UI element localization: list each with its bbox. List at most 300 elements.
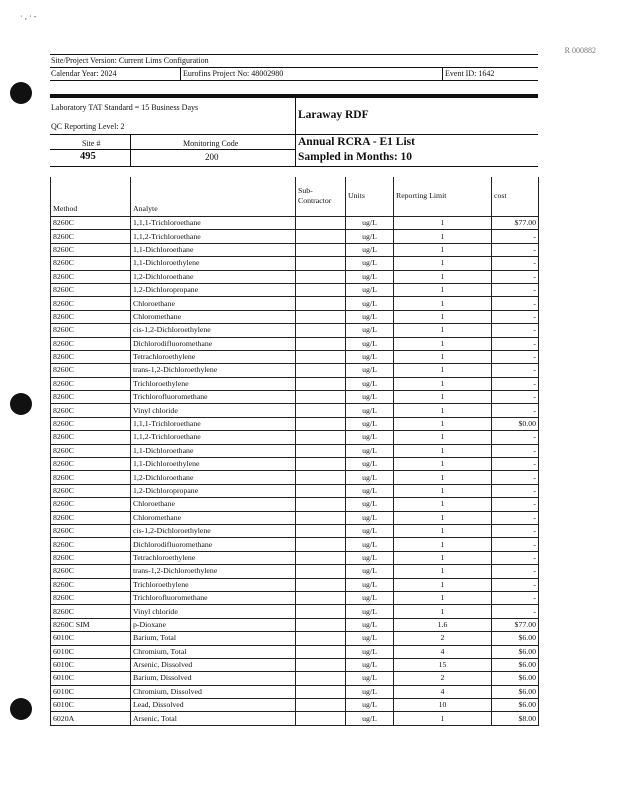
row-units: ug/L — [346, 591, 394, 604]
row-analyte: Trichloroethylene — [131, 578, 296, 591]
row-reporting-limit: 1 — [394, 431, 492, 444]
row-cost: - — [492, 404, 539, 417]
row-subcontractor — [296, 230, 346, 243]
row-analyte: Dichlorodifluoromethane — [131, 538, 296, 551]
row-units: ug/L — [346, 618, 394, 631]
row-subcontractor — [296, 243, 346, 256]
row-reporting-limit: 1 — [394, 444, 492, 457]
row-subcontractor — [296, 283, 346, 296]
table-row — [51, 618, 539, 631]
row-analyte: Barium, Dissolved — [131, 672, 296, 685]
row-method: 8260C — [51, 230, 131, 243]
table-row — [51, 391, 539, 404]
row-subcontractor — [296, 458, 346, 471]
row-analyte: Arsenic, Dissolved — [131, 658, 296, 671]
row-units: ug/L — [346, 511, 394, 524]
row-units: ug/L — [346, 658, 394, 671]
row-subcontractor — [296, 391, 346, 404]
row-method: 8260C — [51, 591, 131, 604]
row-analyte: cis-1,2-Dichloroethylene — [131, 324, 296, 337]
row-cost: - — [492, 377, 539, 390]
row-method: 8260C — [51, 578, 131, 591]
row-cost: $6.00 — [492, 685, 539, 698]
row-reporting-limit: 1 — [394, 417, 492, 430]
row-units: ug/L — [346, 391, 394, 404]
project-number: Eurofins Project No: 48002980 — [183, 69, 284, 78]
table-row — [51, 217, 539, 230]
table-row — [51, 230, 539, 243]
site-project-version: Site/Project Version: Current Lims Configuration — [51, 56, 209, 65]
row-reporting-limit: 1 — [394, 565, 492, 578]
col-subcontractor — [296, 177, 346, 217]
row-reporting-limit: 1 — [394, 458, 492, 471]
row-analyte: Trichlorofluoromethane — [131, 391, 296, 404]
row-cost: - — [492, 605, 539, 618]
row-reporting-limit: 1 — [394, 350, 492, 363]
row-cost: - — [492, 524, 539, 537]
table-row — [51, 283, 539, 296]
punch-hole-top — [10, 82, 32, 104]
row-cost: - — [492, 484, 539, 497]
row-analyte: trans-1,2-Dichloroethylene — [131, 565, 296, 578]
row-units: ug/L — [346, 632, 394, 645]
row-units: ug/L — [346, 645, 394, 658]
row-analyte: Chloroethane — [131, 297, 296, 310]
row-method: 8260C — [51, 404, 131, 417]
row-method: 8260C — [51, 417, 131, 430]
row-subcontractor — [296, 672, 346, 685]
row-cost: $6.00 — [492, 699, 539, 712]
row-method: 8260C — [51, 511, 131, 524]
row-method: 8260C — [51, 431, 131, 444]
row-subcontractor — [296, 699, 346, 712]
row-analyte: Chloromethane — [131, 511, 296, 524]
row-analyte: cis-1,2-Dichloroethylene — [131, 524, 296, 537]
header-rule-4 — [50, 134, 538, 135]
row-units: ug/L — [346, 538, 394, 551]
row-cost: - — [492, 391, 539, 404]
row-units: ug/L — [346, 699, 394, 712]
row-cost: - — [492, 243, 539, 256]
row-reporting-limit: 1 — [394, 391, 492, 404]
punch-hole-bottom — [10, 698, 32, 720]
scan-mark: ‧ ‚ ‧ ‐ — [20, 12, 37, 21]
row-subcontractor — [296, 524, 346, 537]
row-reporting-limit: 1 — [394, 283, 492, 296]
header-rule-3 — [50, 80, 538, 81]
row-reporting-limit: 1 — [394, 498, 492, 511]
table-row — [51, 350, 539, 363]
row-analyte: Chloroethane — [131, 498, 296, 511]
header-rule-5 — [50, 149, 295, 150]
table-row — [51, 511, 539, 524]
table-row — [51, 337, 539, 350]
table-row — [51, 658, 539, 671]
row-reporting-limit: 1 — [394, 310, 492, 323]
col-analyte: Analyte — [131, 177, 296, 217]
row-subcontractor — [296, 404, 346, 417]
table-row — [51, 605, 539, 618]
row-subcontractor — [296, 618, 346, 631]
row-subcontractor — [296, 310, 346, 323]
row-reporting-limit: 1 — [394, 230, 492, 243]
row-analyte: Dichlorodifluoromethane — [131, 337, 296, 350]
row-analyte: p-Dioxane — [131, 618, 296, 631]
row-method: 8260C — [51, 538, 131, 551]
site-number: 495 — [80, 151, 96, 162]
row-subcontractor — [296, 685, 346, 698]
row-cost: $6.00 — [492, 672, 539, 685]
row-subcontractor — [296, 498, 346, 511]
row-subcontractor — [296, 324, 346, 337]
table-row — [51, 672, 539, 685]
row-method: 8260C — [51, 391, 131, 404]
row-units: ug/L — [346, 337, 394, 350]
row-subcontractor — [296, 257, 346, 270]
row-units: ug/L — [346, 458, 394, 471]
row-analyte: Chromium, Dissolved — [131, 685, 296, 698]
row-cost: - — [492, 551, 539, 564]
row-analyte: 1,2-Dichloroethane — [131, 270, 296, 283]
table-row — [51, 551, 539, 564]
row-cost: $77.00 — [492, 618, 539, 631]
row-reporting-limit: 1 — [394, 297, 492, 310]
row-units: ug/L — [346, 270, 394, 283]
analyte-table — [50, 177, 539, 726]
row-analyte: 1,1,1-Trichloroethane — [131, 217, 296, 230]
col-units: Units — [346, 177, 394, 217]
row-units: ug/L — [346, 431, 394, 444]
row-method: 6010C — [51, 672, 131, 685]
row-subcontractor — [296, 538, 346, 551]
table-header-row — [51, 177, 539, 217]
row-reporting-limit: 1 — [394, 591, 492, 604]
row-cost: - — [492, 511, 539, 524]
row-analyte: 1,1,2-Trichloroethane — [131, 230, 296, 243]
calendar-year: Calendar Year: 2024 — [51, 69, 117, 78]
row-reporting-limit: 1 — [394, 551, 492, 564]
row-subcontractor — [296, 431, 346, 444]
table-row — [51, 270, 539, 283]
row-method: 8260C — [51, 565, 131, 578]
row-units: ug/L — [346, 578, 394, 591]
row-cost: - — [492, 431, 539, 444]
row-analyte: Trichloroethylene — [131, 377, 296, 390]
row-cost: - — [492, 538, 539, 551]
row-subcontractor — [296, 350, 346, 363]
row-units: ug/L — [346, 404, 394, 417]
table-row — [51, 685, 539, 698]
site-name: Laraway RDF — [298, 109, 369, 121]
row-reporting-limit: 1 — [394, 484, 492, 497]
row-method: 8260C — [51, 605, 131, 618]
row-method: 8260C — [51, 257, 131, 270]
row-analyte: 1,2-Dichloroethane — [131, 471, 296, 484]
row-analyte: Arsenic, Total — [131, 712, 296, 725]
row-method: 8260C — [51, 377, 131, 390]
table-row — [51, 377, 539, 390]
row-cost: - — [492, 364, 539, 377]
col-reporting-limit: Reporting Limit — [394, 177, 492, 217]
table-row — [51, 458, 539, 471]
row-subcontractor — [296, 484, 346, 497]
row-reporting-limit: 2 — [394, 632, 492, 645]
table-row — [51, 524, 539, 537]
row-cost: - — [492, 257, 539, 270]
table-row — [51, 471, 539, 484]
row-method: 8260C — [51, 350, 131, 363]
monitoring-code: 200 — [205, 152, 219, 162]
table-row — [51, 310, 539, 323]
row-units: ug/L — [346, 565, 394, 578]
row-analyte: 1,2-Dichloropropane — [131, 484, 296, 497]
header-divider-3 — [295, 98, 296, 134]
row-method: 8260C — [51, 270, 131, 283]
row-subcontractor — [296, 364, 346, 377]
row-cost: $6.00 — [492, 645, 539, 658]
row-method: 8260C — [51, 324, 131, 337]
row-subcontractor — [296, 712, 346, 725]
row-method: 8260C SIM — [51, 618, 131, 631]
row-cost: - — [492, 270, 539, 283]
row-reporting-limit: 1 — [394, 511, 492, 524]
row-cost: - — [492, 498, 539, 511]
row-units: ug/L — [346, 297, 394, 310]
table-row — [51, 404, 539, 417]
row-analyte: 1,2-Dichloropropane — [131, 283, 296, 296]
row-method: 6010C — [51, 658, 131, 671]
row-cost: - — [492, 591, 539, 604]
row-units: ug/L — [346, 217, 394, 230]
row-cost: - — [492, 324, 539, 337]
row-reporting-limit: 10 — [394, 699, 492, 712]
table-row — [51, 632, 539, 645]
header-top-rule — [50, 54, 538, 55]
monitoring-col-label: Monitoring Code — [183, 139, 239, 148]
row-reporting-limit: 2 — [394, 672, 492, 685]
row-subcontractor — [296, 578, 346, 591]
row-reporting-limit: 1 — [394, 364, 492, 377]
header-divider-4 — [130, 134, 131, 166]
row-cost: - — [492, 350, 539, 363]
table-row — [51, 297, 539, 310]
row-cost: - — [492, 310, 539, 323]
row-reporting-limit: 1.6 — [394, 618, 492, 631]
row-method: 8260C — [51, 551, 131, 564]
row-units: ug/L — [346, 685, 394, 698]
table-row — [51, 712, 539, 725]
row-reporting-limit: 1 — [394, 712, 492, 725]
row-analyte: 1,1-Dichloroethylene — [131, 257, 296, 270]
table-row — [51, 565, 539, 578]
row-method: 8260C — [51, 310, 131, 323]
row-analyte: Barium, Total — [131, 632, 296, 645]
row-cost: - — [492, 444, 539, 457]
table-row — [51, 498, 539, 511]
row-method: 6010C — [51, 699, 131, 712]
row-cost: - — [492, 565, 539, 578]
row-cost: $8.00 — [492, 712, 539, 725]
row-method: 8260C — [51, 364, 131, 377]
table-row — [51, 431, 539, 444]
sampled-months: Sampled in Months: 10 — [298, 151, 413, 163]
row-subcontractor — [296, 551, 346, 564]
row-subcontractor — [296, 471, 346, 484]
row-subcontractor — [296, 605, 346, 618]
row-subcontractor — [296, 658, 346, 671]
row-subcontractor — [296, 270, 346, 283]
row-method: 8260C — [51, 524, 131, 537]
row-cost: - — [492, 458, 539, 471]
row-analyte: Vinyl chloride — [131, 404, 296, 417]
table-row — [51, 364, 539, 377]
col-cost: cost — [492, 177, 539, 217]
page-number: R 000882 — [564, 46, 596, 55]
header-divider-5 — [295, 134, 296, 166]
row-method: 8260C — [51, 498, 131, 511]
row-units: ug/L — [346, 498, 394, 511]
row-cost: - — [492, 297, 539, 310]
row-units: ug/L — [346, 257, 394, 270]
row-analyte: 1,1,2-Trichloroethane — [131, 431, 296, 444]
row-reporting-limit: 1 — [394, 243, 492, 256]
row-analyte: 1,1,1-Trichloroethane — [131, 417, 296, 430]
row-method: 6010C — [51, 645, 131, 658]
row-subcontractor — [296, 511, 346, 524]
row-method: 6010C — [51, 685, 131, 698]
table-row — [51, 699, 539, 712]
row-reporting-limit: 1 — [394, 538, 492, 551]
row-method: 8260C — [51, 484, 131, 497]
row-subcontractor — [296, 417, 346, 430]
row-reporting-limit: 1 — [394, 324, 492, 337]
row-subcontractor — [296, 632, 346, 645]
row-units: ug/L — [346, 712, 394, 725]
row-method: 8260C — [51, 458, 131, 471]
row-method: 8260C — [51, 297, 131, 310]
table-row — [51, 444, 539, 457]
header-divider-2 — [442, 67, 443, 80]
table-row — [51, 578, 539, 591]
header-rule-6 — [50, 166, 538, 167]
row-analyte: Tetrachloroethylene — [131, 551, 296, 564]
row-subcontractor — [296, 645, 346, 658]
table-row — [51, 591, 539, 604]
row-subcontractor — [296, 217, 346, 230]
row-method: 8260C — [51, 217, 131, 230]
row-method: 8260C — [51, 471, 131, 484]
header-thick-band — [50, 94, 538, 98]
row-analyte: Vinyl chloride — [131, 605, 296, 618]
lab-tat: Laboratory TAT Standard = 15 Business Days — [51, 103, 199, 112]
row-method: 8260C — [51, 283, 131, 296]
row-cost: - — [492, 578, 539, 591]
row-units: ug/L — [346, 364, 394, 377]
row-cost: - — [492, 471, 539, 484]
table-row — [51, 243, 539, 256]
row-units: ug/L — [346, 417, 394, 430]
row-units: ug/L — [346, 310, 394, 323]
row-reporting-limit: 1 — [394, 578, 492, 591]
row-units: ug/L — [346, 484, 394, 497]
table-row — [51, 538, 539, 551]
row-reporting-limit: 1 — [394, 471, 492, 484]
row-reporting-limit: 1 — [394, 404, 492, 417]
header-divider-1 — [180, 67, 181, 80]
row-units: ug/L — [346, 605, 394, 618]
col-subcontractor-label: Sub- Contractor — [298, 185, 332, 205]
row-units: ug/L — [346, 230, 394, 243]
row-units: ug/L — [346, 377, 394, 390]
col-method: Method — [51, 177, 131, 217]
row-cost: $6.00 — [492, 658, 539, 671]
row-analyte: 1,1-Dichloroethylene — [131, 458, 296, 471]
table-row — [51, 324, 539, 337]
row-reporting-limit: 4 — [394, 685, 492, 698]
row-reporting-limit: 1 — [394, 257, 492, 270]
row-units: ug/L — [346, 444, 394, 457]
row-analyte: 1,1-Dichloroethane — [131, 444, 296, 457]
row-reporting-limit: 1 — [394, 605, 492, 618]
row-method: 8260C — [51, 444, 131, 457]
row-units: ug/L — [346, 551, 394, 564]
row-subcontractor — [296, 297, 346, 310]
site-col-label: Site # — [82, 139, 101, 148]
row-cost: - — [492, 230, 539, 243]
row-subcontractor — [296, 337, 346, 350]
row-cost: - — [492, 337, 539, 350]
row-units: ug/L — [346, 672, 394, 685]
row-units: ug/L — [346, 524, 394, 537]
table-row — [51, 645, 539, 658]
row-units: ug/L — [346, 324, 394, 337]
row-analyte: Chromium, Total — [131, 645, 296, 658]
event-id: Event ID: 1642 — [445, 69, 495, 78]
list-name: Annual RCRA - E1 List — [298, 136, 415, 148]
row-reporting-limit: 4 — [394, 645, 492, 658]
table-row — [51, 484, 539, 497]
row-subcontractor — [296, 591, 346, 604]
row-method: 6010C — [51, 632, 131, 645]
row-analyte: Chloromethane — [131, 310, 296, 323]
row-analyte: Lead, Dissolved — [131, 699, 296, 712]
row-units: ug/L — [346, 350, 394, 363]
row-method: 6020A — [51, 712, 131, 725]
punch-hole-middle — [10, 393, 32, 415]
row-reporting-limit: 1 — [394, 270, 492, 283]
row-reporting-limit: 1 — [394, 524, 492, 537]
row-method: 8260C — [51, 243, 131, 256]
row-subcontractor — [296, 444, 346, 457]
row-analyte: Trichlorofluoromethane — [131, 591, 296, 604]
row-reporting-limit: 1 — [394, 337, 492, 350]
row-cost: - — [492, 283, 539, 296]
row-subcontractor — [296, 565, 346, 578]
row-subcontractor — [296, 377, 346, 390]
header-rule-2 — [50, 67, 538, 68]
qc-level: QC Reporting Level: 2 — [51, 122, 125, 131]
row-cost: $77.00 — [492, 217, 539, 230]
table-row — [51, 257, 539, 270]
row-method: 8260C — [51, 337, 131, 350]
table-row — [51, 417, 539, 430]
row-units: ug/L — [346, 471, 394, 484]
row-reporting-limit: 1 — [394, 377, 492, 390]
row-reporting-limit: 1 — [394, 217, 492, 230]
row-units: ug/L — [346, 243, 394, 256]
row-cost: $0.00 — [492, 417, 539, 430]
row-reporting-limit: 15 — [394, 658, 492, 671]
